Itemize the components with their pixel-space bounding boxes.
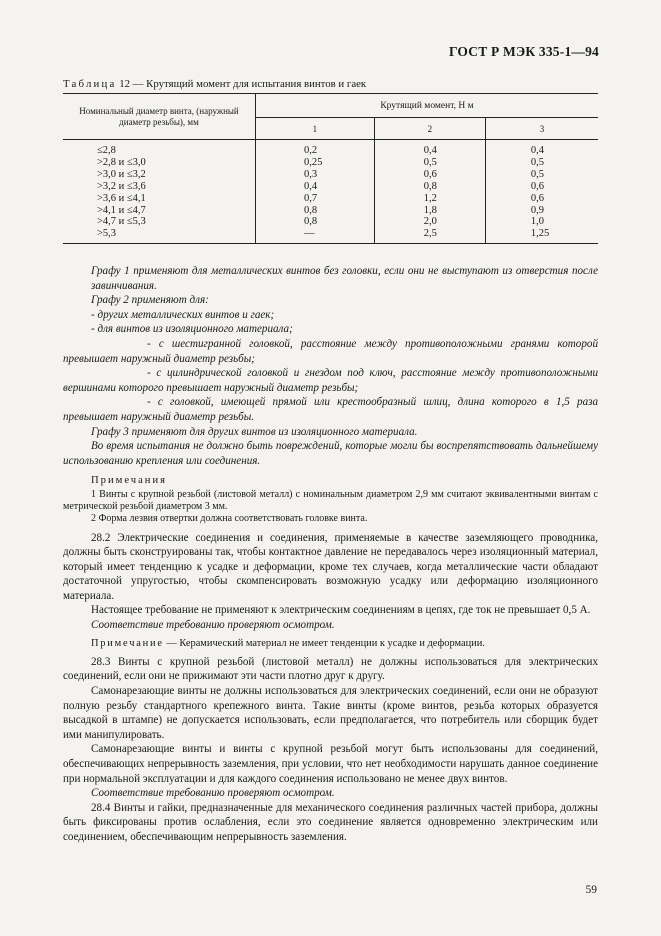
table-row xyxy=(63,228,598,243)
cell-col1: 0,8 xyxy=(256,205,375,217)
table-row xyxy=(63,181,598,193)
standard-designation: ГОСТ Р МЭК 335-1—94 xyxy=(448,44,599,59)
cell-col3: 0,9 xyxy=(530,204,545,216)
table-caption-text: 12 — Крутящий момент для испытания винтов и гаек xyxy=(119,78,367,90)
page-number: 59 xyxy=(585,884,597,896)
table-caption-label: Таблица xyxy=(63,78,117,90)
paragraph: Графу 3 применяют для других винтов из изоляционного материала. xyxy=(91,425,418,438)
table-caption xyxy=(63,78,366,90)
cell-col2: 2,0 xyxy=(374,216,485,228)
paragraph: Самонарезающие винты и винты с крупной резьбой могут быть использованы для соединений, обеспечивающих непрерывность заземления, при условии, что нет необходимости нарушать данное соединение при нормальной эксплуатации и для каждого соединения использовано не менее двух винтов. xyxy=(63,743,598,785)
note: 1 Винты с крупной резьбой (листовой металл) с номинальным диаметром 2,9 мм считают эквивалентными винтам с метрической резьбой диаметром 3 мм. xyxy=(63,488,598,513)
cell-diameter: >3,2 и ≤3,6 xyxy=(63,181,256,193)
cell-col1: 0,2 xyxy=(256,140,375,157)
cell-diameter: >2,8 и ≤3,0 xyxy=(63,157,256,169)
cell-col3: 0,5 xyxy=(530,156,545,168)
list-item: - для винтов из изоляционного материала; xyxy=(91,323,293,336)
cell-col2: 1,8 xyxy=(374,205,485,217)
cell-diameter: >3,0 и ≤3,2 xyxy=(63,169,256,181)
cell-col2: 1,2 xyxy=(374,193,485,205)
cell-col3: 0,6 xyxy=(530,192,545,204)
table-row xyxy=(63,193,598,205)
list-item: - с шестигранной головкой, расстояние между противоположными гранями которой превышает наружный диаметр резьбы; xyxy=(63,337,598,365)
cell-col1: 0,25 xyxy=(256,157,375,169)
note-text: — Керамический материал не имеет тенденции к усадке и деформации. xyxy=(163,637,485,649)
note: 2 Форма лезвия отвертки должна соответствовать головке винта. xyxy=(91,513,368,525)
table-row xyxy=(63,169,598,181)
cell-diameter: >4,7 и ≤5,3 xyxy=(63,216,256,228)
list-item: - других металлических винтов и гаек; xyxy=(91,308,275,321)
table-header-row xyxy=(63,94,598,118)
body-text xyxy=(63,264,598,845)
cell-col2: 0,5 xyxy=(374,157,485,169)
list-item: - с цилиндрической головкой и гнездом под ключ, расстояние между противоположными вершинами которого превышает наружный диаметр резьбы; xyxy=(63,367,598,394)
section-28-2: 28.2 Электрические соединения и соединения, применяемые в качестве заземляющего проводника, должны быть сконструированы так, чтобы контактное давление не передавалось через изоляционный материал, который имеет тенденцию к усадке и деформации, кроме тех случаев, когда металлические части обладают достаточной упругостью, чтобы скомпенсировать возможную усадку или деформацию изоляционного материала. xyxy=(63,531,598,602)
col-3-header: 3 xyxy=(485,118,598,140)
col-2-header: 2 xyxy=(374,118,485,140)
table-row xyxy=(63,140,598,157)
list-item: - с головкой, имеющей прямой или крестообразный шлиц, длина которого в 1,5 раза превышает наружный диаметр резьбы. xyxy=(63,396,598,423)
compliance-check: Соответствие требованию проверяют осмотром. xyxy=(91,619,335,632)
cell-col1: 0,3 xyxy=(256,169,375,181)
cell-col1: 0,7 xyxy=(256,193,375,205)
col-torque-header: Крутящий момент, Н м xyxy=(256,94,599,118)
section-28-4: 28.4 Винты и гайки, предназначенные для механического соединения различных частей прибора, должны быть фиксированы против ослабления, если это соединение является одновременно электрическим или соединением, обеспечивающим непрерывность заземления. xyxy=(63,801,598,843)
notes-heading: Примечания xyxy=(91,475,167,487)
cell-col2: 0,8 xyxy=(374,181,485,193)
note xyxy=(91,638,598,650)
cell-col1: 0,8 xyxy=(256,216,375,228)
cell-col1: 0,4 xyxy=(256,181,375,193)
cell-col1: — xyxy=(256,228,375,243)
compliance-check: Соответствие требованию проверяют осмотром. xyxy=(91,787,335,800)
paragraph: Во время испытания не должно быть повреждений, которые могли бы воспрепятствовать дальнейшему использованию крепления или соединения. xyxy=(63,440,598,467)
col-1-header: 1 xyxy=(256,118,375,140)
paragraph: Графу 2 применяют для: xyxy=(91,294,209,307)
paragraph: Самонарезающие винты не должны использоваться для электрических соединений, если они не образуют полную резьбу стандартного крепежного винта. Такие винты (кроме винтов, резьба которых образуется высадкой в штампе) не допускается использовать, если предполагается, что потребитель или сборщик будет ими манипулировать. xyxy=(63,685,598,741)
cell-diameter: >3,6 и ≤4,1 xyxy=(63,193,256,205)
paragraph-text: Графу 1 применяют для металлических винтов без головки, если они не выступают из отверстия после завинчивания. xyxy=(91,265,598,292)
table-row xyxy=(63,216,598,228)
note-label: Примечание xyxy=(91,637,164,649)
cell-diameter: >4,1 и ≤4,7 xyxy=(63,205,256,217)
cell-col3: 1,0 xyxy=(530,216,545,228)
paragraph xyxy=(91,264,598,293)
cell-col3: 1,25 xyxy=(485,228,598,243)
cell-diameter: >5,3 xyxy=(63,228,256,243)
cell-col2: 0,4 xyxy=(374,140,485,157)
col-diameter-header: Номинальный диаметр винта, (наружный диаметр резьбы), мм xyxy=(63,94,256,140)
cell-col3: 0,6 xyxy=(530,180,545,192)
cell-col2: 2,5 xyxy=(374,228,485,243)
table-row xyxy=(63,157,598,169)
cell-col3: 0,4 xyxy=(530,145,545,156)
paragraph: Настоящее требование не применяют к электрическим соединениям в цепях, где ток не превышает 0,5 А. xyxy=(91,604,591,617)
cell-col2: 0,6 xyxy=(374,169,485,181)
section-28-3: 28.3 Винты с крупной резьбой (листовой металл) не должны использоваться для электрических соединений, если они не прижимают эти части плотно друг к другу. xyxy=(63,655,598,683)
cell-diameter: ≤2,8 xyxy=(63,140,256,157)
cell-col3: 0,5 xyxy=(530,168,545,180)
table-row xyxy=(63,205,598,217)
torque-table xyxy=(63,93,598,244)
